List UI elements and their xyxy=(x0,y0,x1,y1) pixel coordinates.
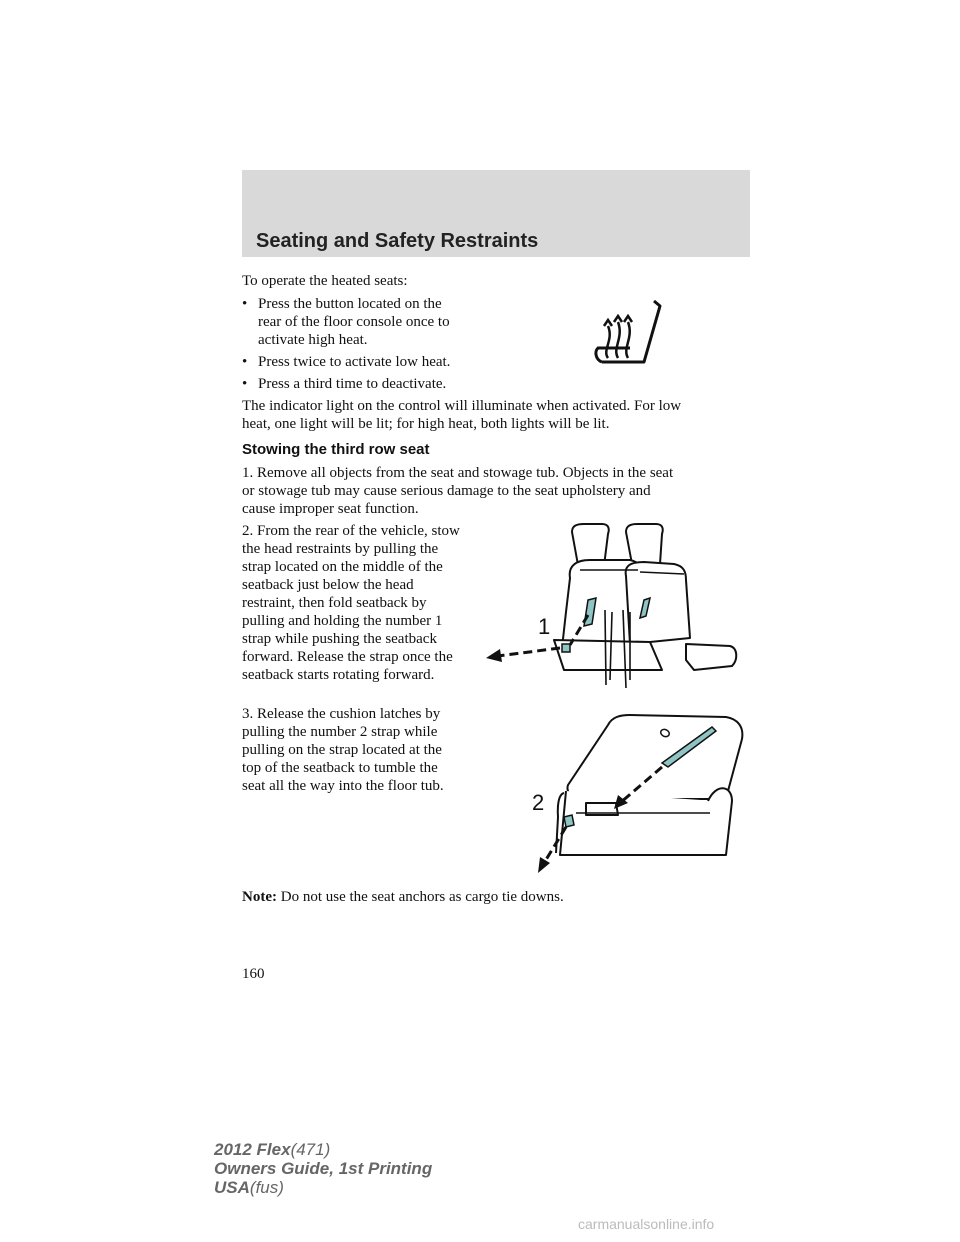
seat-fold-figure-1 xyxy=(480,520,745,695)
footer-line-3 xyxy=(214,1178,284,1197)
step1-line-1: 1. Remove all objects from the seat and stowage tub. Objects in the seat xyxy=(242,465,674,481)
step2-line-3: strap located on the middle of the xyxy=(242,559,443,575)
indicator-para-line-2: heat, one light will be lit; for high heat, both lights will be lit. xyxy=(242,416,610,432)
step2-line-2: the head restraints by pulling the xyxy=(242,541,439,557)
bullet-1-line-2: rear of the floor console once to xyxy=(258,314,450,330)
figure-2-callout: 2 xyxy=(532,790,545,815)
step2-line-1: 2. From the rear of the vehicle, stow xyxy=(242,523,460,539)
step2-line-4: seatback just below the head xyxy=(242,577,414,593)
seat-tumble-figure-2 xyxy=(520,705,750,880)
watermark: carmanualsonline.info xyxy=(578,1216,715,1232)
bullet-3: Press a third time to deactivate. xyxy=(258,376,447,392)
step3-line-3: pulling on the strap located at the xyxy=(242,742,442,758)
step2-line-8: forward. Release the strap once the xyxy=(242,649,453,665)
indicator-para-line-1: The indicator light on the control will illuminate when activated. For low xyxy=(242,398,682,414)
section-heading: Stowing the third row seat xyxy=(242,441,430,458)
figure-1-callout: 1 xyxy=(538,614,551,639)
note-paragraph xyxy=(242,889,564,906)
step2-line-5: restraint, then fold seatback by xyxy=(242,595,427,611)
bullet-2: Press twice to activate low heat. xyxy=(258,354,451,370)
step2-line-7: strap while pushing the seatback xyxy=(242,631,437,647)
footer-code: (471) xyxy=(290,1140,331,1159)
page-number: 160 xyxy=(242,966,265,982)
step3-line-1: 3. Release the cushion latches by xyxy=(242,706,441,722)
step1-line-3: cause improper seat function. xyxy=(242,501,419,517)
intro-text: To operate the heated seats: xyxy=(242,273,408,289)
footer-line-1 xyxy=(214,1140,330,1159)
section-title: Seating and Safety Restraints xyxy=(256,230,539,252)
heated-seat-icon xyxy=(584,296,664,372)
step3-line-4: top of the seatback to tumble the xyxy=(242,760,438,776)
step1-line-2: or stowage tub may cause serious damage to the seat upholstery and xyxy=(242,483,651,499)
bullet-1-line-1: Press the button located on the xyxy=(258,296,442,312)
note-label: Note: xyxy=(242,889,277,905)
bullet-marker: • xyxy=(242,354,248,370)
footer-model: 2012 Flex xyxy=(214,1140,291,1159)
step3-line-2: pulling the number 2 strap while xyxy=(242,724,438,740)
footer-printing: Owners Guide, 1st Printing xyxy=(214,1159,433,1178)
bullet-marker: • xyxy=(242,376,248,392)
step3-line-5: seat all the way into the floor tub. xyxy=(242,778,444,794)
bullet-1-line-3: activate high heat. xyxy=(258,332,368,348)
note-text: Do not use the seat anchors as cargo tie downs. xyxy=(280,889,564,905)
footer-market: USA xyxy=(214,1178,250,1197)
step2-line-6: pulling and holding the number 1 xyxy=(242,613,443,629)
bullet-marker: • xyxy=(242,296,248,312)
footer-line-2 xyxy=(214,1159,432,1178)
step2-line-9: seatback starts rotating forward. xyxy=(242,667,435,683)
footer-market-code: (fus) xyxy=(249,1178,284,1197)
